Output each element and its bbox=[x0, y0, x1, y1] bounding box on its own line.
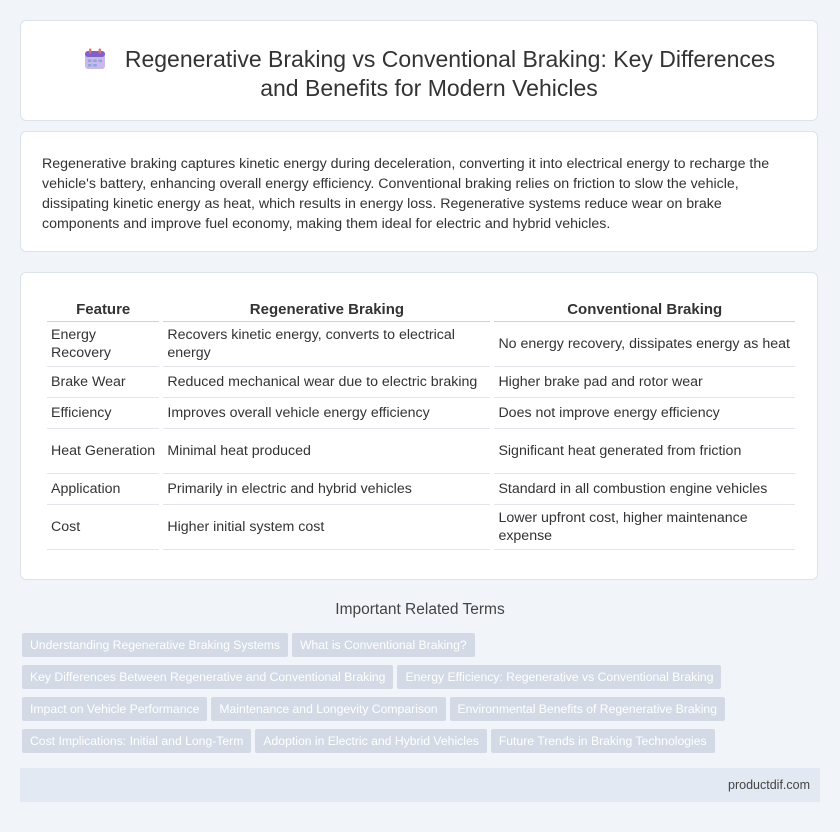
table-row bbox=[47, 398, 795, 429]
feature-cell: Cost bbox=[47, 505, 159, 550]
conventional-cell: No energy recovery, dissipates energy as heat bbox=[494, 322, 795, 367]
feature-cell: Brake Wear bbox=[47, 367, 159, 398]
title-card bbox=[20, 20, 818, 121]
regenerative-cell: Reduced mechanical wear due to electric braking bbox=[163, 367, 490, 398]
related-term-tag[interactable]: Key Differences Between Regenerative and Conventional Braking bbox=[22, 665, 393, 689]
feature-cell: Efficiency bbox=[47, 398, 159, 429]
header-regenerative: Regenerative Braking bbox=[163, 295, 490, 322]
related-term-tag[interactable]: Maintenance and Longevity Comparison bbox=[211, 697, 445, 721]
intro-card bbox=[20, 131, 818, 252]
tag-row bbox=[22, 665, 812, 689]
related-terms-list bbox=[22, 633, 812, 761]
related-term-tag[interactable]: Energy Efficiency: Regenerative vs Conventional Braking bbox=[397, 665, 721, 689]
tag-row bbox=[22, 729, 812, 753]
conventional-cell: Significant heat generated from friction bbox=[494, 429, 795, 474]
conventional-cell: Lower upfront cost, higher maintenance expense bbox=[494, 505, 795, 550]
related-term-tag[interactable]: Impact on Vehicle Performance bbox=[22, 697, 207, 721]
calendar-icon bbox=[83, 47, 107, 71]
comparison-card bbox=[20, 272, 818, 580]
regenerative-cell: Primarily in electric and hybrid vehicles bbox=[163, 474, 490, 505]
page-title-text: Regenerative Braking vs Conventional Braking: Key Differences and Benefits for Modern Vehicles bbox=[124, 46, 776, 101]
regenerative-cell: Higher initial system cost bbox=[163, 505, 490, 550]
table-row bbox=[47, 367, 795, 398]
related-term-tag[interactable]: Understanding Regenerative Braking Systems bbox=[22, 633, 288, 657]
table-row bbox=[47, 505, 795, 550]
regenerative-cell: Recovers kinetic energy, converts to electrical energy bbox=[163, 322, 490, 367]
table-row bbox=[47, 322, 795, 367]
intro-paragraph: Regenerative braking captures kinetic energy during deceleration, converting it into electrical energy to recharge the vehicle's battery, enhancing overall energy efficiency. Conventional braking relies on friction to slow the vehicle, dissipating kinetic energy as heat, which results in energy loss. Regenerative systems reduce wear on brake components and improve fuel economy, making them ideal for electric and hybrid vehicles. bbox=[42, 156, 770, 232]
feature-cell: Energy Recovery bbox=[47, 322, 159, 367]
table-row bbox=[47, 474, 795, 505]
regenerative-cell: Improves overall vehicle energy efficiency bbox=[163, 398, 490, 429]
conventional-cell: Higher brake pad and rotor wear bbox=[494, 367, 795, 398]
feature-cell: Application bbox=[47, 474, 159, 505]
footer-site-link[interactable]: productdif.com bbox=[728, 778, 810, 792]
related-term-tag[interactable]: Future Trends in Braking Technologies bbox=[491, 729, 715, 753]
related-term-tag[interactable]: What is Conventional Braking? bbox=[292, 633, 475, 657]
tag-row bbox=[22, 633, 812, 657]
header-feature: Feature bbox=[47, 295, 159, 322]
footer bbox=[20, 768, 820, 802]
related-term-tag[interactable]: Cost Implications: Initial and Long-Term bbox=[22, 729, 251, 753]
header-conventional: Conventional Braking bbox=[494, 295, 795, 322]
conventional-cell: Does not improve energy efficiency bbox=[494, 398, 795, 429]
regenerative-cell: Minimal heat produced bbox=[163, 429, 490, 474]
related-terms-heading: Important Related Terms bbox=[335, 601, 505, 618]
conventional-cell: Standard in all combustion engine vehicles bbox=[494, 474, 795, 505]
comparison-table bbox=[43, 295, 799, 550]
tag-row bbox=[22, 697, 812, 721]
page-title bbox=[61, 45, 797, 103]
table-row bbox=[47, 429, 795, 474]
feature-cell: Heat Generation bbox=[47, 429, 159, 474]
related-term-tag[interactable]: Adoption in Electric and Hybrid Vehicles bbox=[255, 729, 486, 753]
table-header-row bbox=[47, 295, 795, 322]
related-term-tag[interactable]: Environmental Benefits of Regenerative Braking bbox=[450, 697, 725, 721]
